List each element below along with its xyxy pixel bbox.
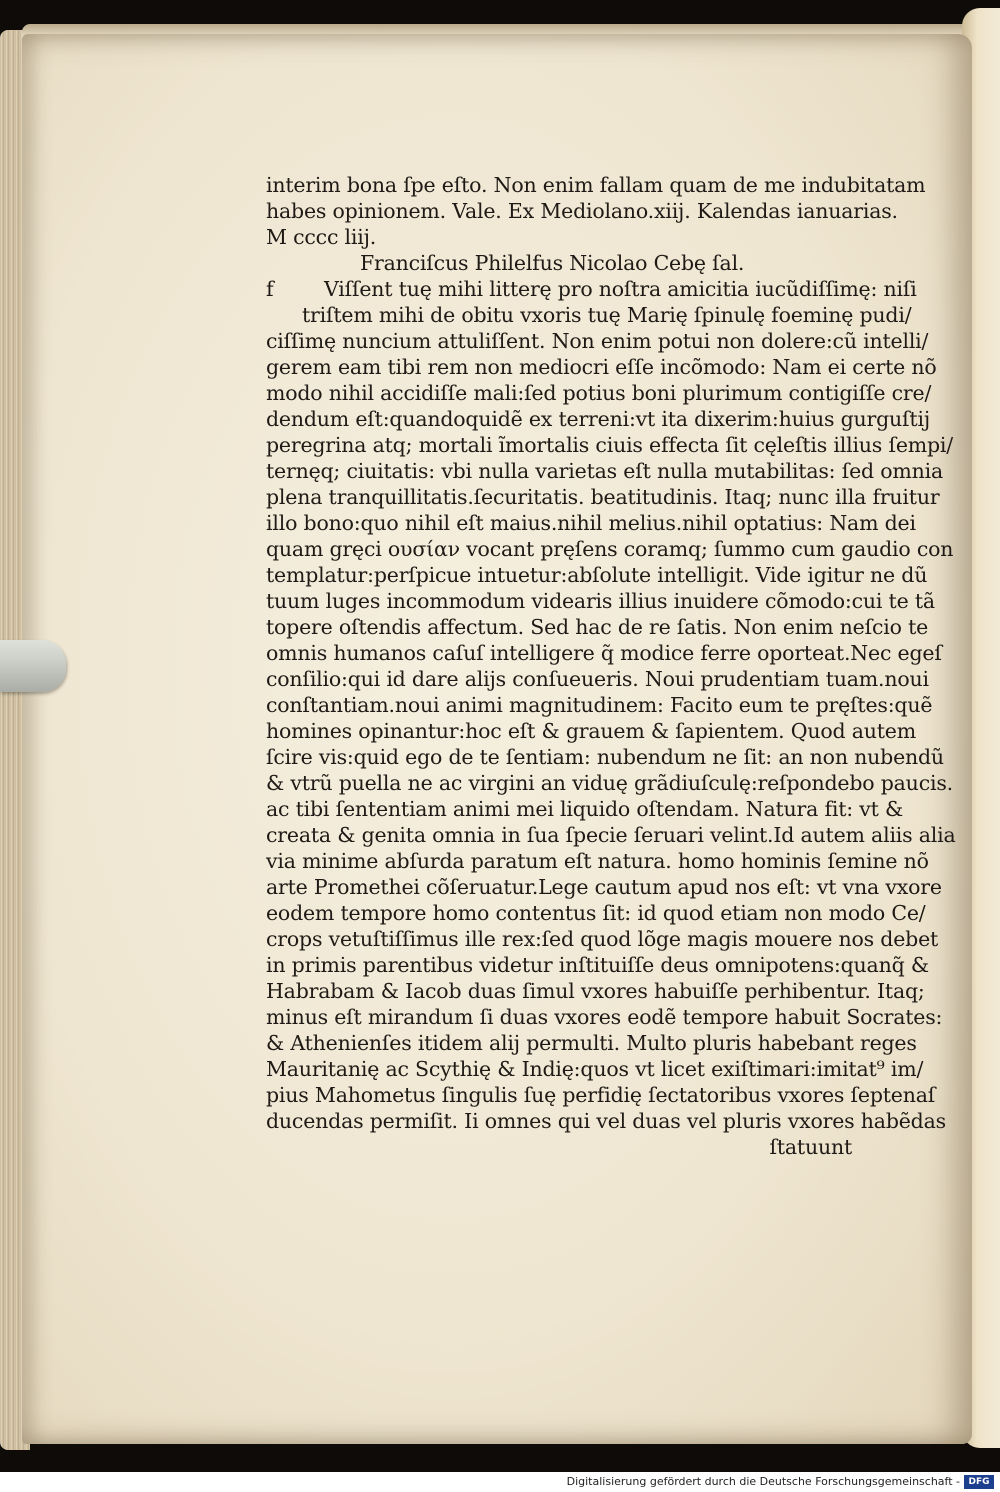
body-line: & Athenienſes itidem alij permulti. Multo pluris habebant reges xyxy=(266,1031,917,1055)
body-line: crops vetuſtiſſimus ille rex:ſed quod lõge magis mouere nos debet xyxy=(266,927,939,951)
body-line: ternęq; ciuitatis: vbi nulla varietas eſt nulla mutabilitas: ſed omnia xyxy=(266,459,944,483)
body-line: via minime abſurda paratum eſt natura. homo hominis ſemine nõ xyxy=(266,849,929,873)
body-line: tuum luges incommodum videaris illius inuidere cõmodo:cui te tã xyxy=(266,589,935,613)
opening-line: interim bona ſpe eſto. Non enim fallam quam de me indubitatam xyxy=(266,173,926,197)
footer-credit: Digitalisierung gefördert durch die Deutsche Forschungsgemeinschaft - xyxy=(566,1475,960,1488)
body-line: triſtem mihi de obitu vxoris tuę Marię ſpinulę foeminę pudi/ xyxy=(302,303,912,327)
guide-letter: f xyxy=(266,277,274,301)
body-line: conſtantiam.noui animi magnitudinem: Facito eum te pręſtes:quẽ xyxy=(266,693,933,717)
footer-bar xyxy=(0,1472,1000,1492)
body-line: ducendas permiſit. Ii omnes qui vel duas vel pluris vxores habẽdas xyxy=(266,1109,946,1133)
body-line: ciſſimę nuncium attuliſſent. Non enim potui non dolere:cũ intelli/ xyxy=(266,329,929,353)
body-line: Mauritanię ac Scythię & Indię:quos vt licet exiſtimari:imitat⁹ im/ xyxy=(266,1057,924,1081)
dfg-logo: DFG xyxy=(964,1475,994,1489)
body-line: in primis parentibus videtur inſtituiſſe deus omnipotens:quanq̃ & xyxy=(266,953,929,977)
body-line: Habrabam & Iacob duas ſimul vxores habuiſſe perhibentur. Itaq; xyxy=(266,979,925,1003)
bookmark-tab xyxy=(0,640,66,692)
body-line: eodem tempore homo contentus ſit: id quod etiam non modo Ce/ xyxy=(266,901,926,925)
body-line: minus eſt mirandum ſi duas vxores eodẽ tempore habuit Socrates: xyxy=(266,1005,943,1029)
body-line: arte Promethei cõſeruatur.Lege cautum apud nos eſt: vt vna vxore xyxy=(266,875,942,899)
opening-line: habes opinionem. Vale. Ex Mediolano.xiij. Kalendas ianuarias. xyxy=(266,199,898,223)
first-body-line xyxy=(266,276,917,302)
body-line: illo bono:quo nihil eſt maius.nihil melius.nihil optatius: Nam dei xyxy=(266,511,916,535)
first-body-line-text: Viſſent tuę mihi litterę pro noſtra amicitia iucũdiſſimę: niſi xyxy=(324,277,917,301)
body-line: conſilio:qui id dare alijs conſueueris. Noui prudentiam tuam.noui xyxy=(266,667,929,691)
body-line: & vtrũ puella ne ac virgini an viduę grãdiuſculę:reſpondebo paucis. xyxy=(266,771,953,795)
body-line: peregrina atq; mortali ĩmortalis ciuis effecta ſit cęleſtis illius ſempi/ xyxy=(266,433,953,457)
body-line: pius Mahometus ſingulis ſuę perfidię ſectatoribus vxores ſeptenaſ xyxy=(266,1083,936,1107)
body-line: topere oſtendis affectum. Sed hac de re ſatis. Non enim neſcio te xyxy=(266,615,929,639)
body-line: creata & genita omnia in ſua ſpecie ſeruari velint.Id autem aliis alia xyxy=(266,823,956,847)
body-line: dendum eſt:quandoquidẽ ex terreni:vt ita dixerim:huius gurguſtij xyxy=(266,407,930,431)
body-line: homines opinantur:hoc eſt & grauem & ſapientem. Quod autem xyxy=(266,719,916,743)
body-line: templatur:perſpicue intuetur:abſolute intelligit. Vide igitur ne dũ xyxy=(266,563,928,587)
body-line: quam gręci ουσίαν vocant pręſens coramq; ſummo cum gaudio con xyxy=(266,537,954,561)
body-line: gerem eam tibi rem non mediocri eſſe incõmodo: Nam ei certe nõ xyxy=(266,355,937,379)
body-line: ac tibi ſententiam animi mei liquido oſtendam. Natura fit: vt & xyxy=(266,797,904,821)
opening-line: M cccc liij. xyxy=(266,225,377,249)
body-line: plena tranquillitatis.ſecuritatis. beatitudinis. Itaq; nunc illa fruitur xyxy=(266,485,940,509)
letter-text xyxy=(266,172,956,1160)
catchword: ſtatuunt xyxy=(769,1135,852,1159)
letter-heading: Franciſcus Philelfus Nicolao Cebę ſal. xyxy=(360,251,745,275)
body-line: ſcire vis:quid ego de te ſentiam: nubendum ne ſit: an non nubendũ xyxy=(266,745,944,769)
body-line: omnis humanos caſuſ intelligere q̃ modice ferre oporteat.Nec egeſ xyxy=(266,641,942,665)
body-line: modo nihil accidiſſe mali:ſed potius boni plurimum contigiſſe cre/ xyxy=(266,381,932,405)
body-lines xyxy=(266,328,956,1134)
